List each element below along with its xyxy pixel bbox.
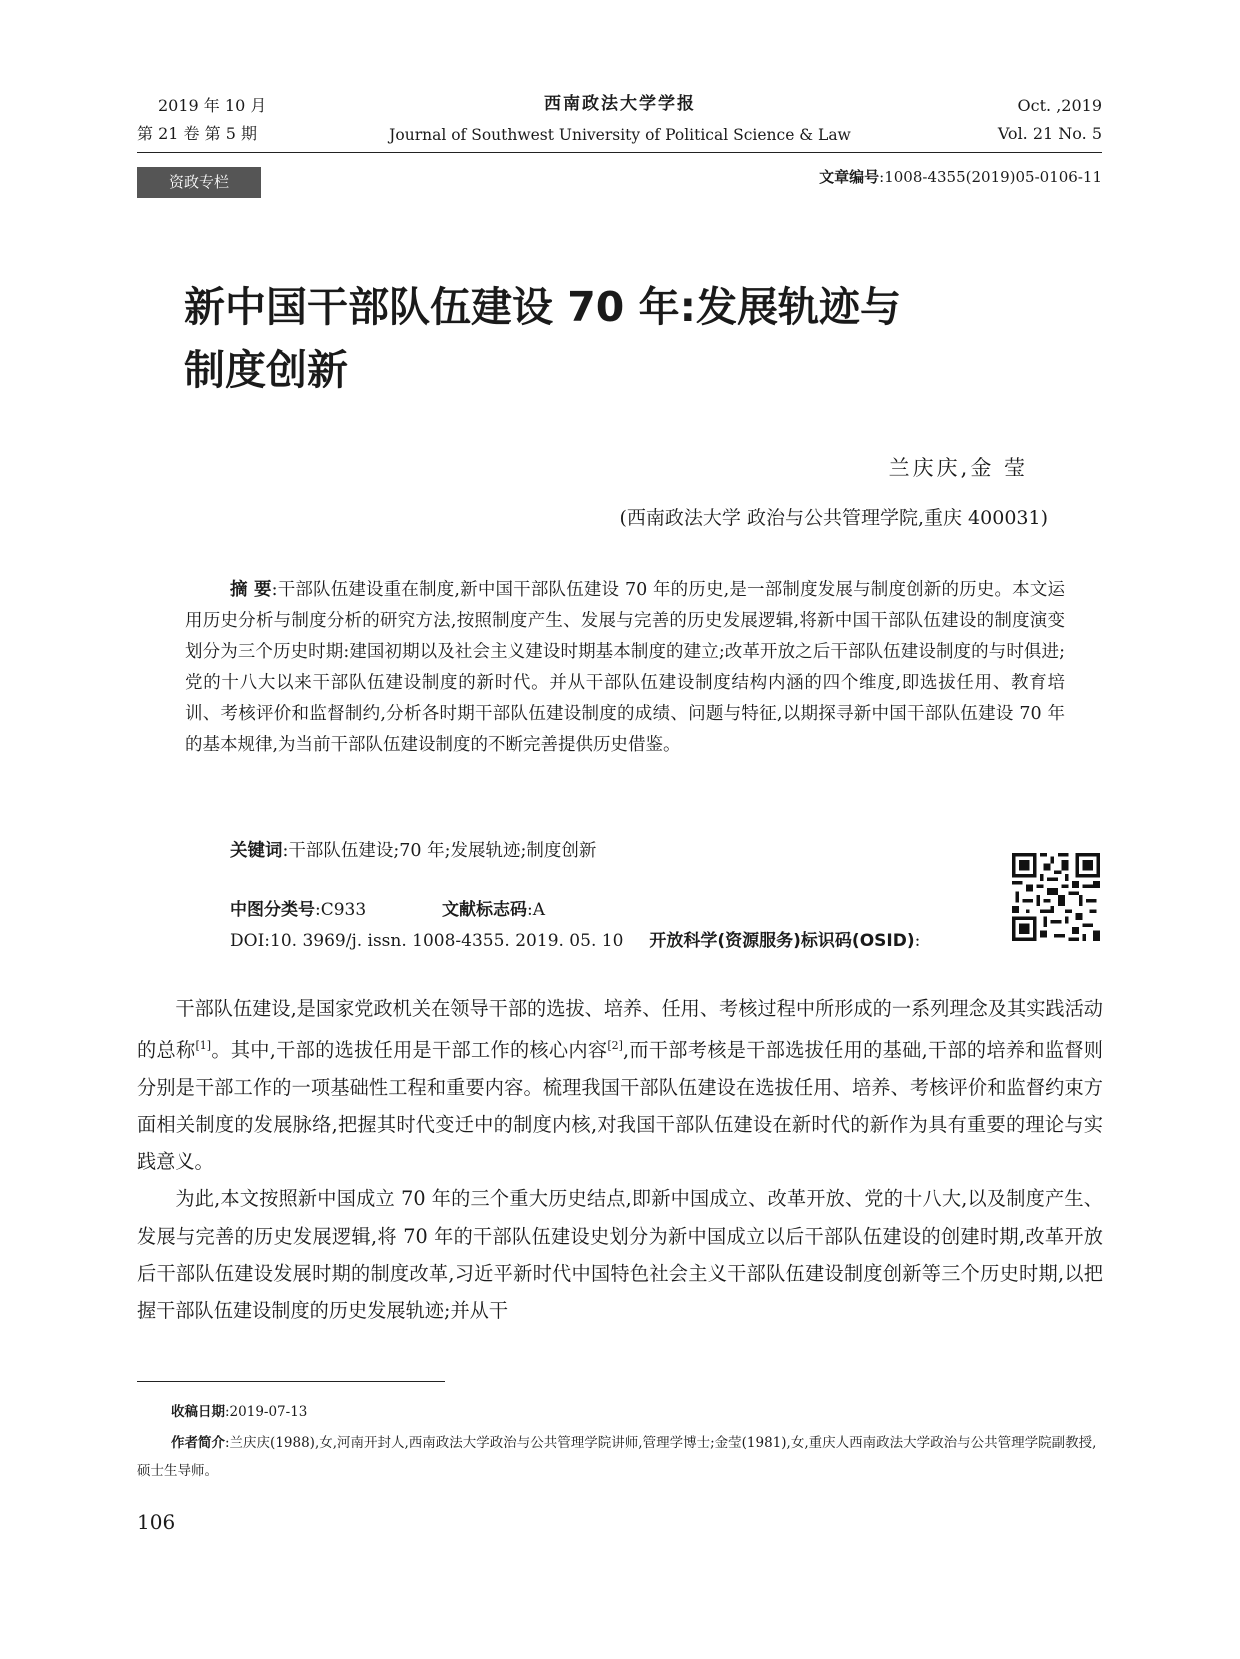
abstract-label: 摘 要 bbox=[230, 580, 272, 600]
keywords bbox=[230, 836, 596, 867]
abstract bbox=[185, 575, 1065, 761]
page-number: 106 bbox=[137, 1510, 176, 1534]
journal-title-cn: 西南政法大学学报 bbox=[544, 94, 696, 114]
document-code bbox=[442, 898, 545, 922]
body-text bbox=[137, 990, 1103, 1329]
body-paragraph-2: 为此,本文按照新中国成立 70 年的三个重大历史结点,即新中国成立、改革开放、党的十八大,以及制度产生、发展与完善的历史发展逻辑,将 70 年的干部队伍建设史划分为新中国成立以后干部队伍建设的创建时期,改革开放后干部队伍建设发展时期的制度改革,习近平新时代中国特色社会主义干部队伍建设制度创新等三个历史时期,以把握干部队伍建设制度的历史发展轨迹;并从干 bbox=[137, 1187, 1103, 1323]
article-number-value: :1008-4355(2019)05-0106-11 bbox=[879, 168, 1102, 186]
author-bio-label: 作者简介 bbox=[171, 1435, 225, 1451]
doi: DOI:10. 3969/j. issn. 1008-4355. 2019. 05. 10 bbox=[230, 931, 624, 951]
footnote-rule bbox=[137, 1381, 445, 1382]
article-title bbox=[184, 276, 1084, 402]
clc-value: :C933 bbox=[315, 900, 367, 920]
received-date bbox=[171, 1398, 307, 1426]
body-paragraph-1-part-c: ,而干部考核是干部选拔任用的基础,干部的培养和监督则分别是干部工作的一项基础性工程和重要内容。梳理我国干部队伍建设在选拔任用、培养、考核评价和监督约束方面相关制度的发展脉络,把握其时代变迁中的制度内核,对我国干部队伍建设在新时代的新作为具有重要的理论与实践意义。 bbox=[137, 1038, 1103, 1174]
abstract-text: :干部队伍建设重在制度,新中国干部队伍建设 70 年的历史,是一部制度发展与制度创新的历史。本文运用历史分析与制度分析的研究方法,按照制度产生、发展与完善的历史发展逻辑,将新中国干部队伍建设的制度演变划分为三个历史时期:建国初期以及社会主义建设时期基本制度的建立;改革开放之后干部队伍建设制度的与时俱进;党的十八大以来干部队伍建设制度的新时代。并从干部队伍建设制度结构内涵的四个维度,即选拔任用、教育培训、考核评价和监督制约,分析各时期干部队伍建设制度的成绩、问题与特征,以期探寻新中国干部队伍建设 70 年的基本规律,为当前干部队伍建设制度的不断完善提供历史借鉴。 bbox=[185, 580, 1066, 755]
received-date-label: 收稿日期 bbox=[171, 1404, 225, 1420]
body-paragraph-1 bbox=[137, 990, 1103, 1180]
author-bio-text: :兰庆庆(1988),女,河南开封人,西南政法大学政治与公共管理学院讲师,管理学博士;金莹(1981),女,重庆人西南政法大学政治与公共管理学院副教授,硕士生导师。 bbox=[137, 1435, 1097, 1479]
header-rule bbox=[137, 152, 1102, 153]
document-code-label: 文献标志码 bbox=[442, 900, 527, 920]
citation-1[interactable]: [1] bbox=[195, 1039, 212, 1053]
title-line-2: 制度创新 bbox=[184, 346, 348, 394]
received-date-value: :2019-07-13 bbox=[225, 1404, 308, 1420]
column-tag: 资政专栏 bbox=[137, 167, 261, 198]
clc-code bbox=[230, 898, 366, 922]
header-volume-en: Vol. 21 No. 5 bbox=[997, 124, 1102, 143]
osid-suffix: : bbox=[914, 931, 921, 951]
authors: 兰庆庆,金 莹 bbox=[888, 456, 1028, 480]
journal-title-en: Journal of Southwest University of Political Science & Law bbox=[389, 126, 851, 144]
keywords-label: 关键词 bbox=[230, 841, 283, 861]
citation-2[interactable]: [2] bbox=[607, 1039, 623, 1053]
document-code-value: :A bbox=[527, 900, 546, 920]
keywords-text: :干部队伍建设;70 年;发展轨迹;制度创新 bbox=[282, 841, 597, 861]
author-bio bbox=[137, 1429, 1103, 1485]
osid-label: 开放科学(资源服务)标识码(OSID) bbox=[649, 931, 915, 951]
qr-code-icon bbox=[1012, 853, 1100, 941]
clc-label: 中图分类号 bbox=[230, 900, 315, 920]
header-volume-cn: 第 21 卷 第 5 期 bbox=[137, 124, 257, 143]
title-line-1: 新中国干部队伍建设 70 年:发展轨迹与 bbox=[184, 283, 901, 331]
body-paragraph-1-part-a: 干部队伍建设,是国家党政机关在领导干部的选拔、培养、任用、考核过程中所形成的一系列理念及其实践活动的总称 bbox=[137, 997, 1103, 1062]
affiliation: (西南政法大学 政治与公共管理学院,重庆 400031) bbox=[619, 507, 1048, 529]
article-number bbox=[819, 166, 1102, 187]
body-paragraph-1-part-b: 。其中,干部的选拔任用是干部工作的核心内容 bbox=[211, 1038, 608, 1062]
article-number-label: 文章编号 bbox=[819, 168, 880, 186]
doi-line bbox=[230, 929, 920, 953]
header-date-en: Oct. ,2019 bbox=[1017, 96, 1102, 115]
header-date-cn: 2019 年 10 月 bbox=[158, 96, 267, 115]
